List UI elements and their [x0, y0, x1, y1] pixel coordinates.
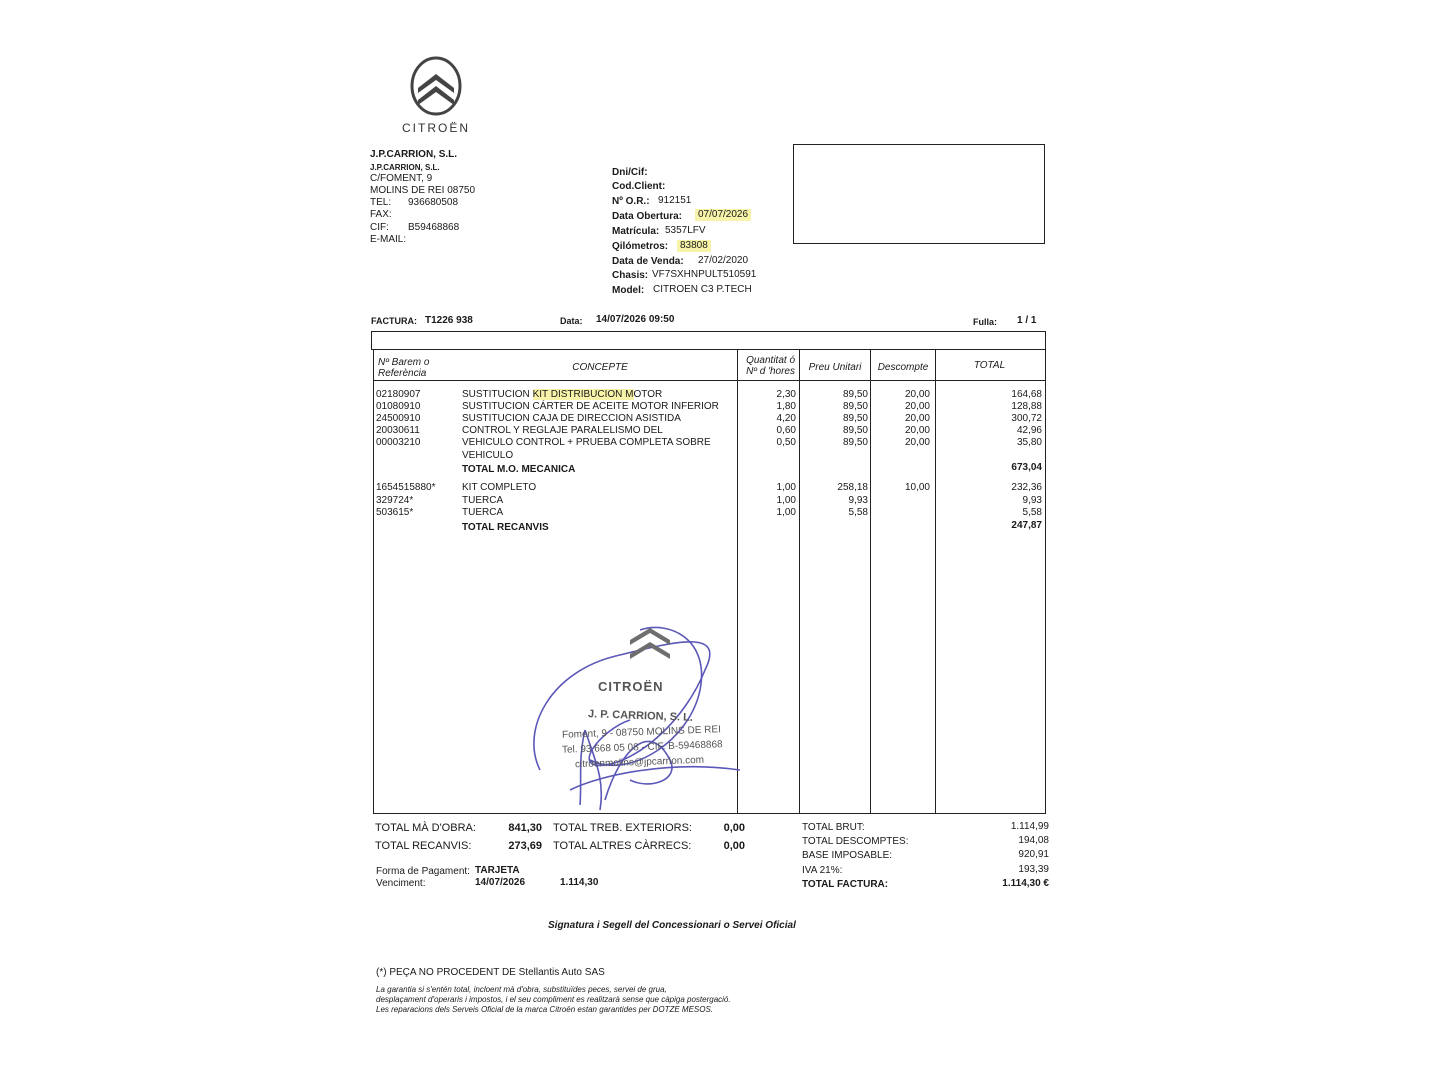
model: CITROEN C3 P.TECH: [653, 284, 752, 295]
stamp-line3: citroenmolins@jpcarrion.com: [574, 754, 705, 771]
header-descompte: Descompte: [877, 362, 929, 373]
row-price: 89,50: [842, 413, 868, 424]
citroen-logo-icon: [408, 56, 464, 116]
row-total: 9,93: [1022, 494, 1042, 506]
customer-address-box: [793, 144, 1045, 244]
stamp-line2: Tel. 93 668 05 08 - CIF. B-59468868: [561, 739, 723, 756]
iva-label: IVA 21%:: [802, 865, 843, 876]
km-label: Qilómetros:: [612, 241, 669, 252]
dealer-address: C/FOMENT, 9: [370, 173, 433, 184]
row-discount: 20,00: [904, 437, 930, 448]
row-ref: 329724*: [376, 494, 414, 506]
or-number: 912151: [658, 195, 692, 206]
model-label: Model:: [612, 285, 645, 296]
row-ref: 20030611: [376, 425, 420, 436]
treb-ext-label: TOTAL TREB. EXTERIORS:: [553, 822, 692, 834]
row-concept-text: OTOR: [633, 389, 663, 400]
row-total: 35,80: [1016, 437, 1042, 448]
labour-extra-line: VEHICULO: [462, 450, 514, 461]
row-concept-text: SUSTITUCION CAJA DE DIRECCION ASISTIDA: [462, 413, 681, 424]
venciment-date: 14/07/2026: [475, 877, 526, 888]
factura-label: FACTURA:: [371, 316, 417, 326]
row-price: 89,50: [842, 425, 868, 436]
row-ref: 00003210: [376, 437, 421, 448]
header-preu: Preu Unitari: [808, 362, 862, 373]
brut-value: 1.114,99: [1010, 821, 1049, 832]
brut-label: TOTAL BRUT:: [802, 822, 865, 833]
header-total: TOTAL: [973, 360, 1006, 371]
row-concept: [462, 437, 711, 449]
data-obertura: 07/07/2026: [695, 209, 751, 221]
table-header-divider: [373, 380, 1046, 381]
treb-ext-value: 0,00: [723, 822, 745, 834]
row-discount: 20,00: [904, 413, 930, 424]
row-ref: 24500910: [376, 413, 421, 424]
dealer-cif: B59468868: [408, 222, 460, 233]
row-concept: [462, 425, 663, 437]
row-price: 89,50: [842, 437, 868, 448]
row-concept: TUERCA: [462, 507, 504, 518]
header-quantitat: Quantitat ó Nº d 'hores: [746, 355, 795, 377]
iva-value: 193,39: [1018, 864, 1049, 875]
pieces-note: (*) PEÇA NO PROCEDENT DE Stellantis Auto SAS: [376, 967, 605, 978]
row-qty: 4,20: [776, 413, 796, 424]
brand-wordmark: CITROËN: [402, 121, 470, 135]
chasis: VF7SXHNPULT510591: [652, 269, 757, 280]
row-concept: KIT COMPLETO: [462, 482, 537, 493]
row-concept: TUERCA: [462, 494, 504, 506]
warranty-line2: desplaçament d'operaris i impostos, i el seu compliment es realitzarà sense que càpiga postergació.: [376, 995, 731, 1004]
fulla-value: 1 / 1: [1017, 315, 1037, 326]
row-discount: 10,00: [904, 482, 930, 493]
row-discount: 20,00: [904, 389, 930, 400]
parts-total-label: TOTAL RECANVIS: [462, 522, 549, 533]
signature-caption: Signatura i Segell del Concessionari o Servei Oficial: [548, 920, 796, 931]
dealer-email-label: E-MAIL:: [370, 234, 407, 245]
recanvis-label: TOTAL RECANVIS:: [375, 840, 472, 852]
row-qty: 2,30: [776, 389, 796, 400]
dealer-name: J.P.CARRION, S.L.: [370, 149, 458, 160]
col-divider: [799, 349, 800, 813]
col-divider: [935, 349, 936, 813]
row-discount: 20,00: [904, 401, 930, 412]
data-obertura-label: Data Obertura:: [612, 211, 683, 222]
chasis-label: Chasis:: [612, 270, 649, 281]
stamp-brand: CITROËN: [598, 679, 664, 694]
row-price: 9,93: [848, 494, 868, 506]
row-total: 42,96: [1016, 425, 1042, 436]
row-qty: 0,60: [776, 425, 796, 436]
row-total: 300,72: [1011, 413, 1042, 424]
warranty-line1: La garantia si s'entén total, incloent mà d'obra, substituïdes peces, servei de grua,: [376, 985, 667, 994]
header-concepte: CONCEPTE: [572, 362, 628, 373]
ma-obra-label: TOTAL MÀ D'OBRA:: [375, 822, 476, 834]
matricula: 5357LFV: [665, 225, 706, 236]
row-concept: [462, 401, 719, 413]
descomptes-value: 194,08: [1018, 835, 1049, 846]
total-factura-value: 1.114,30 €: [1002, 878, 1049, 889]
row-ref: 01080910: [376, 401, 421, 412]
stamp-line1: Foment, 9 - 08750 MOLINS DE REI: [561, 724, 722, 741]
descomptes-label: TOTAL DESCOMPTES:: [802, 836, 909, 847]
row-discount: 20,00: [904, 425, 930, 436]
dni-label: Dni/Cif:: [612, 167, 648, 178]
row-total: 5,58: [1022, 507, 1042, 518]
row-price: 5,58: [848, 507, 868, 518]
recanvis-value: 273,69: [508, 840, 542, 852]
labour-total: 673,04: [1011, 462, 1042, 473]
dealer-city: MOLINS DE REI 08750: [370, 185, 476, 196]
labour-total-label: TOTAL M.O. MECANICA: [462, 464, 576, 475]
row-qty: 1,00: [776, 482, 796, 493]
forma-pagament: TARJETA: [475, 865, 520, 876]
header-ref: Nº Barem o Referència: [378, 357, 430, 379]
data-venda: 27/02/2020: [698, 255, 749, 266]
parts-total: 247,87: [1011, 520, 1042, 531]
table-top-frame: [371, 331, 1046, 350]
row-ref: 503615*: [376, 507, 414, 518]
row-price: 89,50: [842, 389, 868, 400]
venciment-amount: 1.114,30: [560, 877, 599, 888]
invoice-date: 14/07/2026 09:50: [596, 314, 675, 325]
row-ref: 1654515880*: [376, 482, 436, 493]
km: 83808: [677, 240, 711, 252]
fulla-label: Fulla:: [973, 317, 997, 327]
dealer-tel-label: TEL:: [370, 197, 392, 208]
base-label: BASE IMPOSABLE:: [802, 850, 893, 861]
row-total: 128,88: [1011, 401, 1042, 412]
cod-client-label: Cod.Client:: [612, 181, 666, 192]
row-total: 232,36: [1011, 482, 1042, 493]
or-label: Nº O.R.:: [612, 196, 650, 207]
col-divider: [870, 349, 871, 813]
row-ref: 02180907: [376, 389, 421, 400]
altres-value: 0,00: [723, 840, 745, 852]
dealer-name-small: J.P.CARRION, S.L.: [370, 163, 440, 172]
venciment-label: Venciment:: [376, 878, 426, 889]
row-price: 258,18: [837, 482, 868, 493]
row-concept-text: VEHICULO CONTROL + PRUEBA COMPLETA SOBRE: [462, 437, 711, 448]
warranty-line3: Les reparacions dels Serveis Oficial de la marca Citroën estan garantides per DOTZE MESOS.: [376, 1005, 714, 1014]
row-qty: 1,00: [776, 494, 796, 506]
row-concept-text: CONTROL Y REGLAJE PARALELISMO DEL: [462, 425, 663, 436]
data-venda-label: Data de Venda:: [612, 256, 684, 267]
row-concept-text: SUSTITUCION: [462, 389, 533, 400]
data-label: Data:: [560, 316, 583, 326]
row-qty: 1,80: [776, 401, 796, 412]
row-concept: [462, 389, 662, 401]
row-concept-text: SUSTITUCION CÁRTER DE ACEITE MOTOR INFERIOR: [462, 401, 719, 412]
matricula-label: Matrícula:: [612, 226, 660, 237]
row-concept-highlight: KIT DISTRIBUCION M: [532, 389, 634, 400]
row-concept: [462, 413, 681, 425]
dealer-cif-label: CIF:: [370, 222, 389, 233]
row-qty: 1,00: [776, 507, 796, 518]
factura-number: T1226 938: [425, 315, 473, 326]
base-value: 920,91: [1018, 849, 1049, 860]
altres-label: TOTAL ALTRES CÀRRECS:: [553, 840, 692, 852]
row-price: 89,50: [842, 401, 868, 412]
dealer-fax-label: FAX:: [370, 209, 392, 220]
row-total: 164,68: [1011, 389, 1042, 400]
ma-obra-value: 841,30: [508, 822, 542, 834]
forma-pagament-label: Forma de Pagament:: [376, 866, 470, 877]
total-factura-label: TOTAL FACTURA:: [802, 879, 889, 890]
dealer-tel: 936680508: [408, 197, 459, 208]
row-qty: 0,50: [776, 437, 796, 448]
stamp-company: J. P. CARRION, S. L.: [587, 708, 694, 724]
